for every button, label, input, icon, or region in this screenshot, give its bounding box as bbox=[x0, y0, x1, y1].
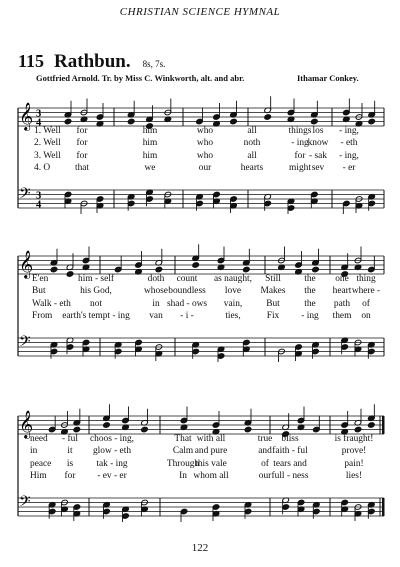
bass-staff bbox=[18, 185, 384, 214]
notehead bbox=[127, 118, 135, 125]
lyric-syllable: full - ness bbox=[271, 470, 309, 481]
lyric-syllable: - eth bbox=[340, 138, 358, 149]
notehead bbox=[311, 118, 319, 125]
lyric-syllable: E'en bbox=[32, 274, 49, 284]
lyric-syllable: los bbox=[312, 126, 324, 136]
lyric-syllable: is bbox=[66, 458, 74, 469]
lyric-syllable: - ing, bbox=[339, 150, 359, 161]
lyric-syllable: From bbox=[32, 310, 53, 321]
notehead bbox=[312, 266, 320, 273]
lyric-line-verse-1 bbox=[0, 434, 400, 446]
lyric-syllable: for bbox=[76, 150, 88, 161]
lyric-syllable: in bbox=[30, 446, 38, 457]
lyric-syllable: faith - ful bbox=[272, 446, 308, 457]
music-system-2 bbox=[0, 231, 400, 362]
lyric-syllable: the bbox=[304, 298, 316, 309]
music-system-1 bbox=[0, 83, 400, 214]
lyric-syllable: van bbox=[149, 310, 163, 321]
lyric-syllable: not bbox=[90, 298, 102, 309]
lyric-syllable: of bbox=[261, 458, 269, 469]
bass-clef-icon: 𝄢 bbox=[19, 493, 31, 514]
lyric-syllable: on bbox=[361, 310, 371, 321]
lyric-syllable: shad - ows bbox=[166, 298, 208, 309]
lyric-syllable: him bbox=[142, 138, 158, 149]
lyric-syllable: doth bbox=[147, 274, 165, 284]
author-credit: Gottfried Arnold. Tr. by Miss C. Winkworth, alt. and abr. bbox=[36, 73, 245, 83]
lyric-syllable: path bbox=[333, 298, 351, 309]
lyric-line-verse-2 bbox=[0, 286, 400, 298]
lyric-syllable: noth bbox=[243, 138, 261, 149]
hymn-number: 115 bbox=[18, 51, 45, 71]
lyric-syllable: - ing, bbox=[339, 126, 359, 136]
lyric-syllable: know bbox=[307, 138, 329, 149]
notehead bbox=[368, 118, 376, 125]
lyric-syllable: our bbox=[258, 470, 272, 481]
time-signature-digit: 4 bbox=[36, 117, 42, 129]
lyric-syllable: Walk - eth bbox=[32, 298, 71, 309]
hymn-name: Rathbun. bbox=[54, 51, 131, 72]
lyric-syllable: him - self bbox=[78, 274, 114, 284]
lyric-syllable: this vale bbox=[195, 458, 227, 469]
lyric-syllable: whose bbox=[144, 286, 168, 297]
lyric-syllable: earth's tempt - ing bbox=[62, 310, 130, 321]
lyric-syllable: Him bbox=[30, 470, 47, 481]
lyric-syllable: hearts bbox=[240, 162, 264, 173]
final-barline bbox=[382, 416, 385, 434]
lyric-line-verse-4 bbox=[0, 163, 400, 175]
lyric-syllable: vain, bbox=[223, 298, 243, 309]
time-signature-digit: 3 bbox=[36, 108, 42, 120]
lyric-syllable: our bbox=[198, 162, 212, 173]
lyric-syllable: for bbox=[294, 150, 306, 161]
lyric-syllable: all bbox=[247, 150, 257, 161]
notehead bbox=[192, 262, 200, 269]
lyric-syllable: it bbox=[67, 446, 73, 457]
lyric-syllable: count bbox=[176, 274, 198, 284]
lyric-syllable: tak - ing bbox=[96, 458, 128, 469]
music-system-3 bbox=[0, 391, 400, 522]
lyric-syllable: Through bbox=[166, 458, 200, 469]
lyric-syllable: boundless bbox=[168, 286, 206, 297]
lyric-line-verse-1 bbox=[0, 274, 400, 286]
running-header: CHRISTIAN SCIENCE HYMNAL bbox=[119, 6, 281, 18]
lyric-syllable: Fix bbox=[266, 310, 280, 321]
lyric-syllable: tears and bbox=[273, 458, 307, 469]
lyric-line-verse-2 bbox=[0, 138, 400, 150]
lyric-syllable: - i - bbox=[180, 310, 194, 321]
lyric-syllable: whom all bbox=[193, 470, 229, 481]
notehead bbox=[264, 114, 272, 121]
lyric-syllable: him bbox=[142, 150, 158, 161]
lyric-syllable: heart bbox=[332, 286, 352, 297]
notehead bbox=[368, 422, 376, 429]
lyric-syllable: where - bbox=[351, 286, 381, 297]
lyric-syllable: for bbox=[64, 470, 76, 481]
lyric-syllable: all bbox=[247, 126, 257, 136]
lyric-syllable: the bbox=[304, 286, 316, 297]
lyric-syllable: peace bbox=[30, 458, 52, 469]
lyric-syllable: lies! bbox=[345, 470, 363, 481]
notehead bbox=[230, 118, 238, 125]
final-barline bbox=[382, 498, 385, 516]
lyric-line-verse-4 bbox=[0, 471, 400, 483]
lyric-syllable: of bbox=[362, 298, 370, 309]
lyric-syllable: But bbox=[266, 298, 280, 309]
notehead bbox=[155, 266, 163, 273]
lyric-syllable: might bbox=[289, 162, 311, 173]
lyric-syllable: we bbox=[144, 162, 156, 173]
lyric-line-verse-3 bbox=[0, 299, 400, 311]
lyric-syllable: glow - eth bbox=[92, 446, 132, 457]
lyric-syllable: in bbox=[152, 298, 160, 309]
notehead bbox=[64, 118, 72, 125]
lyric-syllable: pain! bbox=[344, 458, 364, 469]
time-signature-digit: 3 bbox=[36, 190, 42, 202]
notehead bbox=[244, 426, 252, 433]
treble-clef-icon: 𝄞 bbox=[19, 250, 34, 278]
lyric-syllable: 3. Well bbox=[34, 150, 61, 161]
lyric-syllable: But bbox=[32, 286, 46, 297]
lyric-syllable: need bbox=[30, 434, 48, 444]
notehead bbox=[354, 426, 362, 433]
lyric-syllable: for bbox=[76, 138, 88, 149]
lyric-syllable: - er bbox=[342, 162, 356, 173]
hymn-title bbox=[18, 51, 165, 73]
lyric-syllable: 1. Well bbox=[34, 126, 61, 136]
lyric-syllable: with all bbox=[196, 434, 226, 444]
bass-clef-icon: 𝄢 bbox=[19, 185, 31, 206]
lyric-syllable: 2. Well bbox=[34, 138, 61, 149]
lyric-syllable: true bbox=[257, 434, 273, 444]
treble-clef-icon: 𝄞 bbox=[19, 410, 34, 438]
lyric-syllable: them bbox=[332, 310, 352, 321]
lyric-syllable: things bbox=[288, 126, 312, 136]
lyric-syllable: sev bbox=[311, 162, 325, 173]
lyric-syllable: that bbox=[74, 162, 90, 173]
lyric-syllable: choos - ing, bbox=[89, 434, 135, 444]
lyric-syllable: one bbox=[335, 274, 349, 284]
lyric-syllable: love bbox=[224, 286, 242, 297]
lyric-syllable: Makes bbox=[260, 286, 286, 297]
composer-credit: Ithamar Conkey. bbox=[297, 73, 359, 83]
lyric-syllable: - ev - er bbox=[97, 470, 127, 481]
lyric-line-verse-3 bbox=[0, 151, 400, 163]
notehead bbox=[141, 426, 149, 433]
time-signature-digit: 4 bbox=[36, 199, 42, 211]
lyric-line-verse-1 bbox=[0, 126, 400, 138]
lyric-syllable: ties, bbox=[225, 310, 241, 321]
lyric-syllable: is fraught! bbox=[334, 434, 374, 444]
lyric-syllable: who bbox=[196, 138, 214, 149]
lyric-line-verse-2 bbox=[0, 446, 400, 458]
lyric-syllable: thing bbox=[356, 274, 376, 284]
lyric-syllable: bliss bbox=[281, 434, 299, 444]
lyric-syllable: Calm bbox=[172, 446, 194, 457]
lyric-syllable: That bbox=[174, 434, 192, 444]
lyric-syllable: and pure bbox=[194, 446, 228, 457]
lyric-syllable: who bbox=[196, 126, 214, 136]
lyric-line-verse-4 bbox=[0, 311, 400, 323]
lyric-syllable: prove! bbox=[341, 446, 367, 457]
page-number: 122 bbox=[191, 542, 209, 554]
lyric-syllable: - ing bbox=[291, 138, 309, 149]
lyric-syllable: the bbox=[304, 274, 316, 284]
lyric-syllable: his God, bbox=[80, 286, 112, 297]
bass-clef-icon: 𝄢 bbox=[19, 333, 31, 354]
notehead bbox=[103, 422, 111, 429]
treble-clef-icon: 𝄞 bbox=[19, 102, 34, 130]
lyric-syllable: as naught, bbox=[213, 274, 253, 284]
bass-staff bbox=[18, 493, 385, 522]
lyric-syllable: - ing bbox=[301, 310, 319, 321]
lyric-syllable: - sak bbox=[309, 150, 327, 161]
lyric-line-verse-3 bbox=[0, 459, 400, 471]
notehead bbox=[50, 266, 58, 273]
lyric-syllable: - ful bbox=[62, 434, 78, 444]
notehead bbox=[243, 266, 251, 273]
hymn-meter: 8s, 7s. bbox=[142, 59, 166, 69]
lyric-syllable: In bbox=[179, 470, 187, 481]
bass-staff bbox=[18, 333, 384, 362]
notehead bbox=[73, 426, 81, 433]
lyric-syllable: him bbox=[142, 126, 158, 136]
lyric-syllable: Still bbox=[265, 274, 281, 284]
lyric-syllable: who bbox=[196, 150, 214, 161]
lyric-syllable: for bbox=[76, 126, 88, 136]
lyric-syllable: 4. O bbox=[34, 162, 51, 173]
lyric-syllable: and bbox=[258, 446, 272, 457]
